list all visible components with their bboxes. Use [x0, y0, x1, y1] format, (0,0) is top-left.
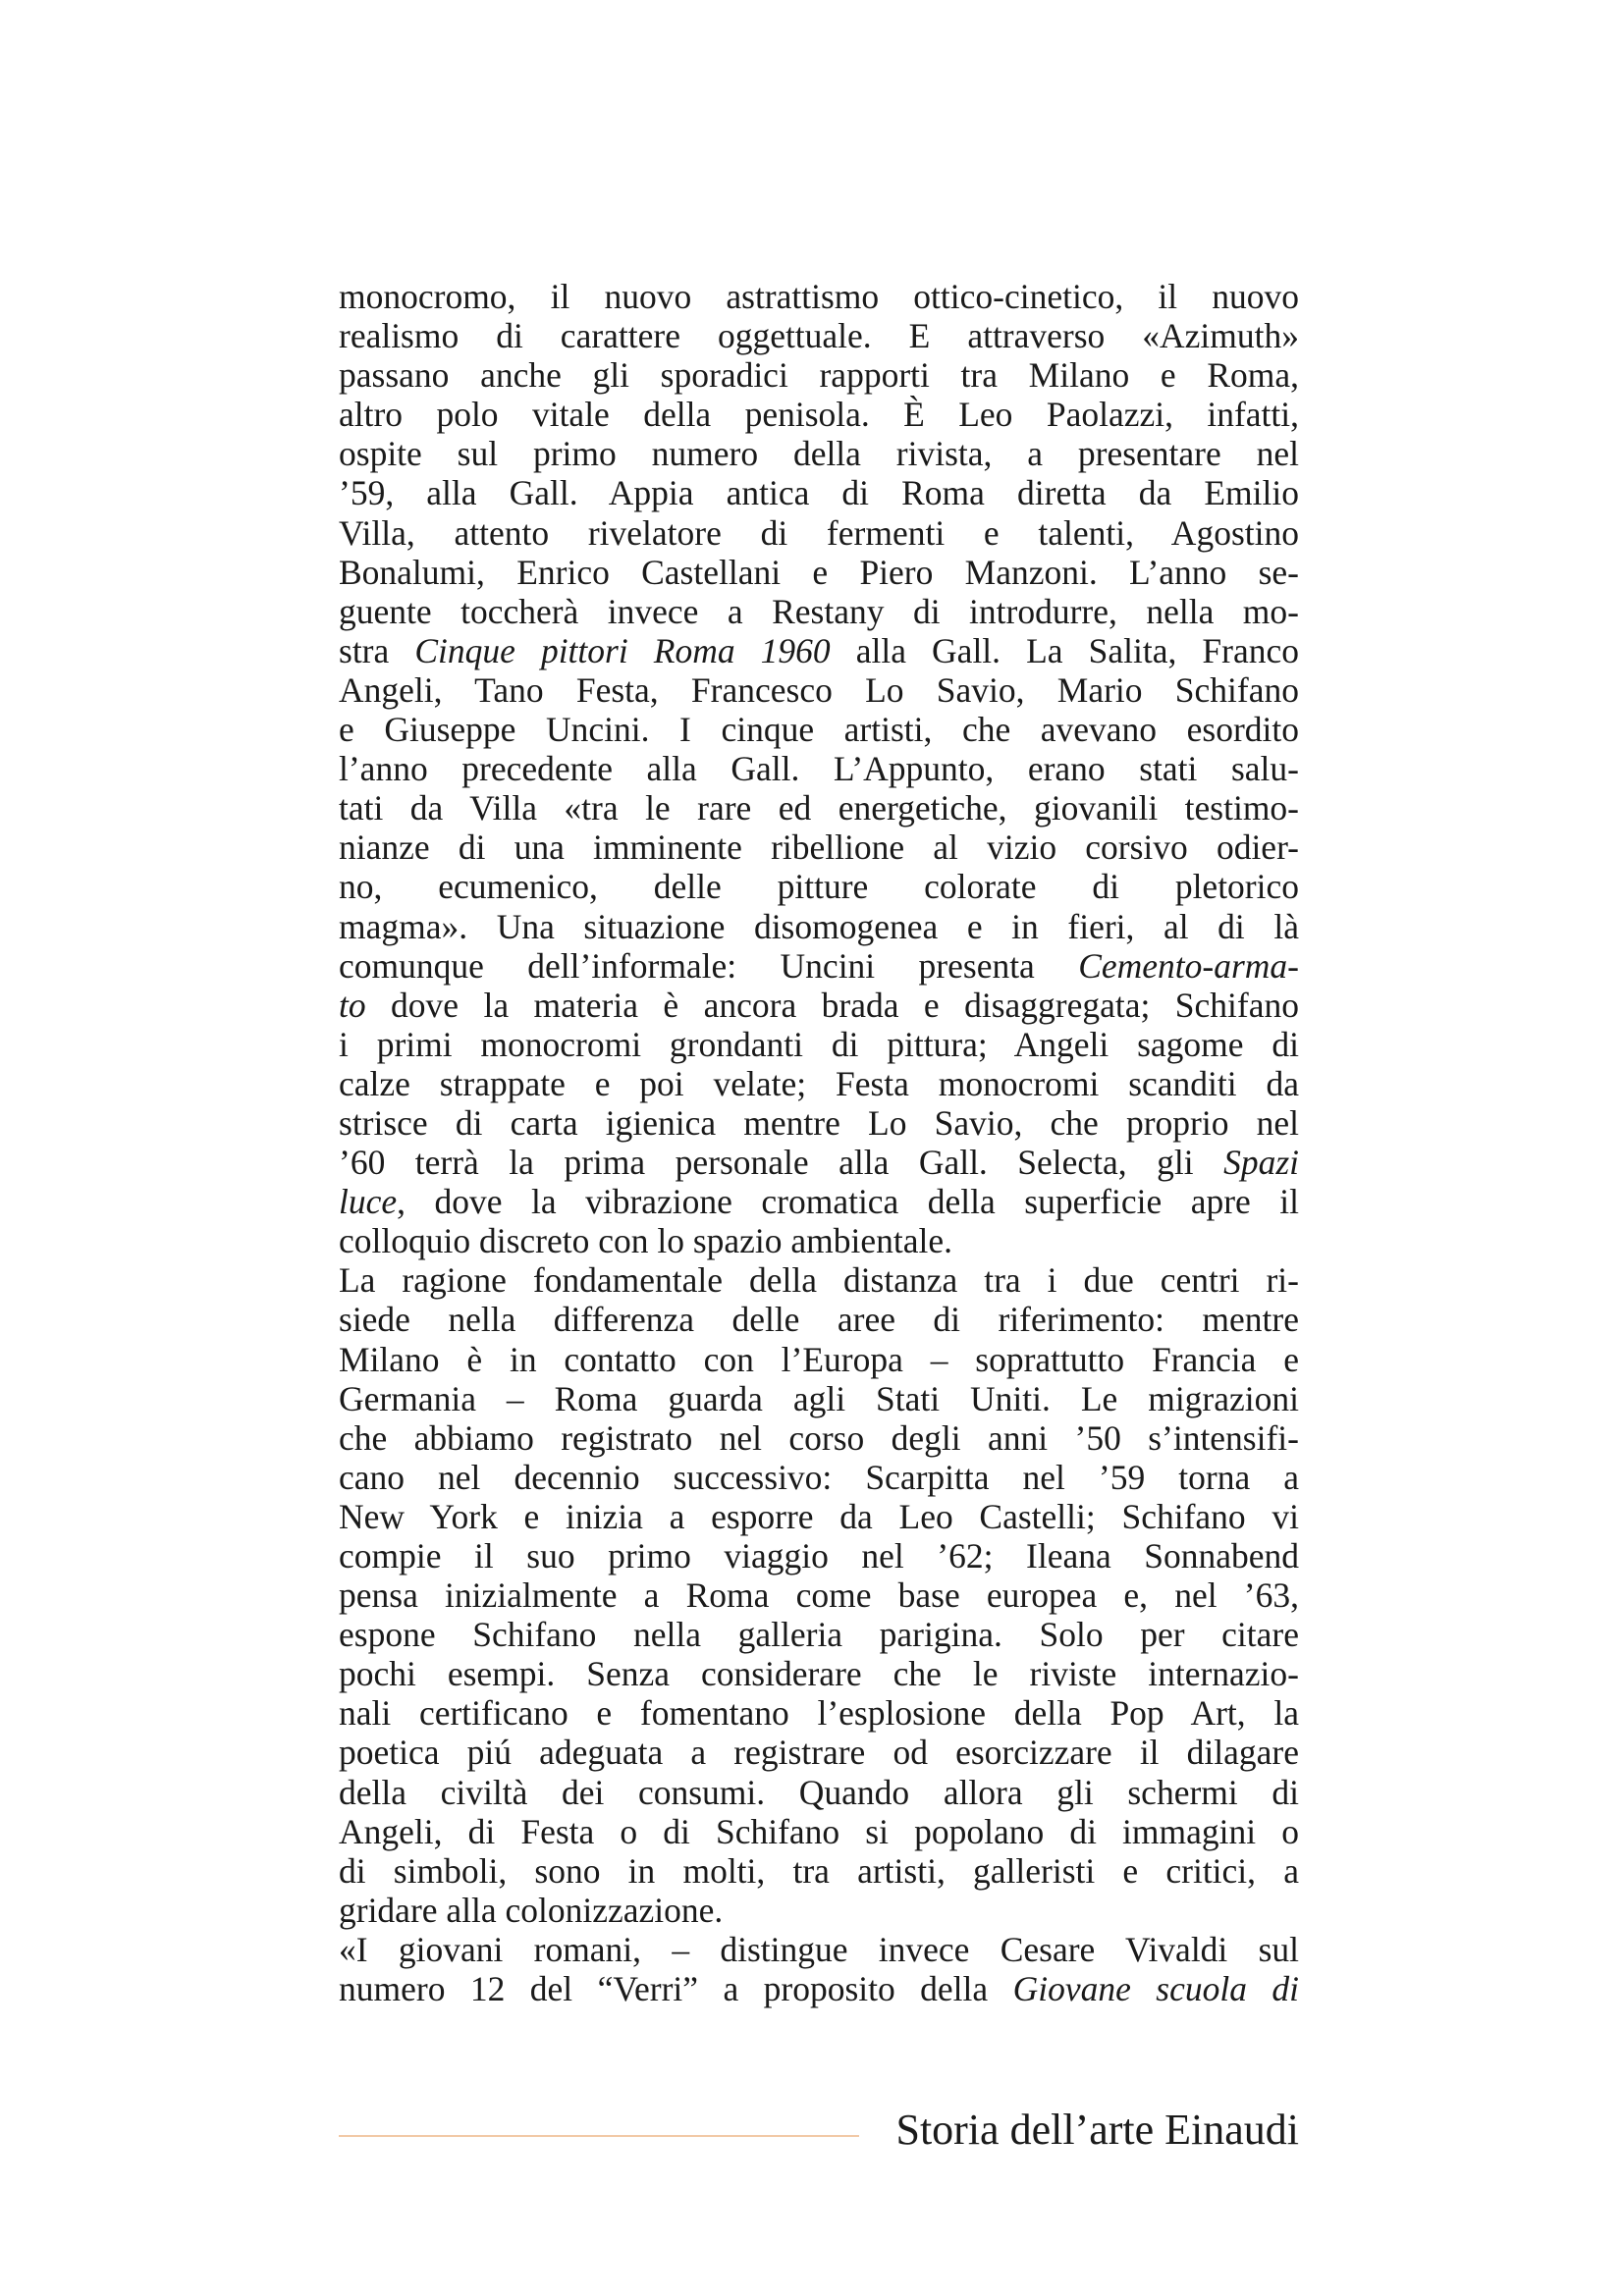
text-run: ’59, alla Gall. Appia antica di Roma diretta da Emilio	[339, 473, 1299, 513]
text-line	[339, 473, 1299, 512]
text-run: stra	[339, 630, 415, 670]
text-run: Bonalumi, Enrico Castellani e Piero Manzoni. L’anno se-	[339, 552, 1299, 592]
text-run: ospite sul primo numero della rivista, a presentare nel	[339, 434, 1299, 474]
text-run: alla Gall. La Salita, Franco	[830, 630, 1299, 670]
italic-title-text: Cinque pittori Roma 1960	[414, 630, 831, 670]
text-line	[339, 1654, 1299, 1693]
text-line	[339, 710, 1299, 749]
text-line	[339, 1851, 1299, 1891]
text-line	[339, 1812, 1299, 1851]
text-run: Angeli, di Festa o di Schifano si popolano di immagini o	[339, 1811, 1299, 1851]
text-line	[339, 355, 1299, 395]
text-run: Milano è in contatto con l’Europa – soprattutto Francia e	[339, 1339, 1299, 1379]
text-run: , dove la vibrazione cromatica della superficie apre il	[397, 1182, 1299, 1222]
text-line	[339, 1064, 1299, 1103]
text-line	[339, 553, 1299, 592]
text-run: dove la materia è ancora brada e disaggregata; Schifano	[365, 985, 1299, 1025]
text-run: no, ecumenico, delle pitture colorate di pletorico	[339, 867, 1299, 907]
text-run: e Giuseppe Uncini. I cinque artisti, che avevano esordito	[339, 710, 1299, 750]
text-line	[339, 1025, 1299, 1064]
text-run: nali certificano e fomentano l’esplosione della Pop Art, la	[339, 1693, 1299, 1734]
text-line	[339, 1182, 1299, 1221]
text-run: New York e inizia a esporre da Leo Castelli; Schifano vi	[339, 1496, 1299, 1536]
text-run: calze strappate e poi velate; Festa monocromi scanditi da	[339, 1063, 1299, 1103]
text-run: ’60 terrà la prima personale alla Gall. Selecta, gli	[339, 1143, 1224, 1183]
text-run: monocromo, il nuovo astrattismo ottico-cinetico, il nuovo	[339, 277, 1299, 316]
text-line	[339, 1260, 1299, 1300]
footer-title: Storia dell’arte Einaudi	[895, 2106, 1299, 2154]
text-line	[339, 592, 1299, 631]
text-run: nianze di una imminente ribellione al vizio corsivo odier-	[339, 828, 1299, 868]
text-line	[339, 907, 1299, 946]
text-line	[339, 1143, 1299, 1182]
text-run: cano nel decennio successivo: Scarpitta nel ’59 torna a	[339, 1457, 1299, 1497]
text-run: siede nella differenza delle aree di riferimento: mentre	[339, 1300, 1299, 1340]
text-line	[339, 316, 1299, 355]
text-line	[339, 1497, 1299, 1536]
text-run: pochi esempi. Senza considerare che le riviste internazio-	[339, 1654, 1299, 1694]
italic-title-text: Cemento-arma-	[1078, 945, 1299, 986]
text-line	[339, 1969, 1299, 2008]
text-line	[339, 631, 1299, 670]
text-line	[339, 670, 1299, 710]
body-text	[339, 277, 1299, 2008]
text-line	[339, 277, 1299, 316]
text-run: realismo di carattere oggettuale. E attraverso «Azimuth»	[339, 316, 1299, 356]
text-run: i primi monocromi grondanti di pittura; Angeli sagome di	[339, 1024, 1299, 1064]
text-run: di simboli, sono in molti, tra artisti, galleristi e critici, a	[339, 1850, 1299, 1891]
text-run: passano anche gli sporadici rapporti tra Milano e Roma,	[339, 355, 1299, 396]
text-run: Villa, attento rivelatore di fermenti e talenti, Agostino	[339, 512, 1299, 553]
text-run: gridare alla colonizzazione.	[339, 1890, 724, 1930]
text-run: poetica piú adeguata a registrare od esorcizzare il dilagare	[339, 1733, 1299, 1773]
text-line	[339, 1458, 1299, 1497]
text-run: compie il suo primo viaggio nel ’62; Ileana Sonnabend	[339, 1536, 1299, 1575]
text-run: strisce di carta igienica mentre Lo Savio, che proprio nel	[339, 1102, 1299, 1143]
text-run: guente toccherà invece a Restany di introdurre, nella mo-	[339, 591, 1299, 631]
text-line	[339, 749, 1299, 788]
italic-title-text: Spazi	[1223, 1143, 1299, 1183]
text-line	[339, 1575, 1299, 1615]
text-run: tati da Villa «tra le rare ed energetiche, giovanili testimo-	[339, 788, 1299, 828]
text-run: «I giovani romani, – distingue invece Cesare Vivaldi sul	[339, 1929, 1299, 1969]
text-line	[339, 1536, 1299, 1575]
text-run: comunque dell’informale: Uncini presenta	[339, 945, 1079, 986]
text-line	[339, 434, 1299, 473]
text-line	[339, 1340, 1299, 1379]
text-line	[339, 1891, 1299, 1930]
text-run: pensa inizialmente a Roma come base europea e, nel ’63,	[339, 1575, 1299, 1616]
text-run: Germania – Roma guarda agli Stati Uniti. Le migrazioni	[339, 1378, 1299, 1418]
text-line	[339, 828, 1299, 867]
text-run: colloquio discreto con lo spazio ambientale.	[339, 1221, 953, 1261]
text-run: La ragione fondamentale della distanza tra i due centri ri-	[339, 1260, 1299, 1301]
text-line	[339, 395, 1299, 434]
text-line	[339, 1300, 1299, 1339]
text-run: espone Schifano nella galleria parigina. Solo per citare	[339, 1615, 1299, 1655]
text-run: Angeli, Tano Festa, Francesco Lo Savio, Mario Schifano	[339, 669, 1299, 710]
text-run: che abbiamo registrato nel corso degli anni ’50 s’intensifi-	[339, 1417, 1299, 1458]
text-run: altro polo vitale della penisola. È Leo Paolazzi, infatti,	[339, 395, 1299, 435]
text-line	[339, 1418, 1299, 1458]
text-line	[339, 867, 1299, 906]
text-run: numero 12 del “Verri” a proposito della	[339, 1969, 1013, 2009]
text-line	[339, 1693, 1299, 1733]
footer-rule	[339, 2135, 859, 2137]
text-line	[339, 1930, 1299, 1969]
text-line	[339, 788, 1299, 828]
text-line	[339, 1773, 1299, 1812]
text-line	[339, 513, 1299, 553]
italic-title-text: luce	[339, 1182, 398, 1222]
text-line	[339, 1379, 1299, 1418]
text-line	[339, 1221, 1299, 1260]
text-run: della civiltà dei consumi. Quando allora gli schermi di	[339, 1772, 1299, 1812]
text-line	[339, 986, 1299, 1025]
text-line	[339, 1615, 1299, 1654]
text-line	[339, 946, 1299, 986]
italic-title-text: to	[339, 985, 366, 1025]
text-line	[339, 1103, 1299, 1143]
page-footer	[339, 2101, 1299, 2160]
text-line	[339, 1733, 1299, 1772]
text-run: l’anno precedente alla Gall. L’Appunto, erano stati salu-	[339, 749, 1299, 789]
text-run: magma». Una situazione disomogenea e in fieri, al di là	[339, 906, 1299, 946]
italic-title-text: Giovane scuola di	[1012, 1969, 1299, 2009]
